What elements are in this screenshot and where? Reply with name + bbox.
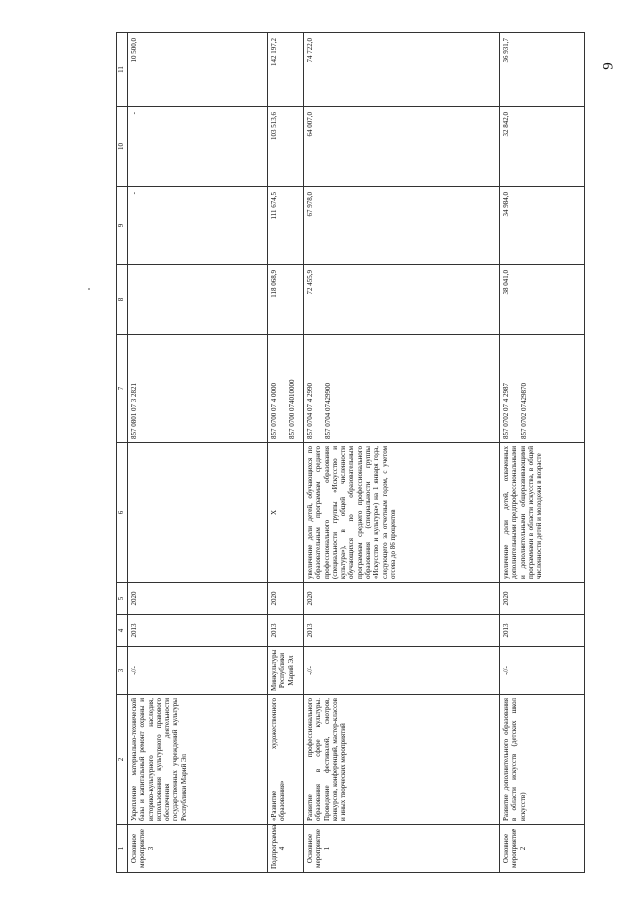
end-year-cell: 2020 <box>268 583 304 615</box>
table-row <box>128 33 268 873</box>
budget-code: 857 0700 074010000 <box>288 379 297 439</box>
header-cell: 9 <box>117 187 128 265</box>
end-year-cell: 2020 <box>304 583 500 615</box>
start-year-cell: 2013 <box>304 615 500 647</box>
page-number: 9 <box>600 62 617 70</box>
amount-cell: - <box>128 107 268 187</box>
budget-code-cell <box>268 335 304 443</box>
amount-cell: 103 513,6 <box>268 107 304 187</box>
budget-table-rotated <box>116 33 599 873</box>
executor-cell: -//- <box>128 647 268 695</box>
budget-code-cell <box>128 335 268 443</box>
row-title-cell: Развитие профессионального образования в сфере культуры. Проведение фестивалей, смотров, конкурсов, конференций, мастер-классов и иных творческих мероприятий <box>304 695 500 825</box>
table-header-row <box>117 33 128 873</box>
amount-cell: 118 068,9 <box>268 265 304 335</box>
start-year-cell: 2013 <box>268 615 304 647</box>
end-year-cell: 2020 <box>500 583 585 615</box>
table-row <box>500 33 585 873</box>
table-row <box>268 33 304 873</box>
row-title-cell: Укрепление материально-технической базы и капитальный ремонт охраны и историко-культурного наследия, использования культурного правового обеспечения деятельности государственных учреждений культуры Республики Марий Эл <box>128 695 268 825</box>
amount-cell: 38 041,0 <box>500 265 585 335</box>
header-cell: 4 <box>117 615 128 647</box>
header-cell: 7 <box>117 335 128 443</box>
amount-cell: 67 978,0 <box>304 187 500 265</box>
row-type-cell: Основное мероприятие 2 <box>500 825 585 873</box>
header-cell: 6 <box>117 443 128 583</box>
start-year-cell: 2013 <box>128 615 268 647</box>
amount-cell: - <box>128 187 268 265</box>
amount-cell: 10 500,0 <box>128 33 268 107</box>
header-cell: 5 <box>117 583 128 615</box>
expected-result-cell: X <box>268 443 304 583</box>
amount-cell: 142 197,2 <box>268 33 304 107</box>
budget-code-cell <box>304 335 500 443</box>
row-title-cell: «Развитие художественного образования» <box>268 695 304 825</box>
budget-code: 857 0702 07429870 <box>520 383 529 439</box>
expected-result-cell: увеличение доли детей, обучающихся по образовательным программам среднего профессионального образования (специальности группы «Искусство и культура»), в общей численности обучающихся по образовательным программам среднего профессионального образования (специальности группы «Искусство и культура») на 1 января года, следующего за отчетным годом, с учетом отсева до 86 процентов <box>304 443 500 583</box>
executor-cell: -//- <box>500 647 585 695</box>
executor-cell: -//- <box>304 647 500 695</box>
amount-cell <box>128 265 268 335</box>
amount-cell: 111 674,5 <box>268 187 304 265</box>
header-cell: 2 <box>117 695 128 825</box>
header-cell: 10 <box>117 107 128 187</box>
row-type-cell: Основное мероприятие 1 <box>304 825 500 873</box>
budget-code: 857 0801 07 3 2821 <box>130 383 138 439</box>
amount-cell: 32 842,0 <box>500 107 585 187</box>
amount-cell: 36 931,7 <box>500 33 585 107</box>
budget-code: 857 0702 07 4 2987 <box>502 383 510 439</box>
amount-cell: 74 722,0 <box>304 33 500 107</box>
table-row <box>304 33 500 873</box>
header-cell: 8 <box>117 265 128 335</box>
expected-result-cell <box>128 443 268 583</box>
budget-code-cell <box>500 335 585 443</box>
budget-code: 857 0704 07 4 2990 <box>306 383 314 439</box>
amount-cell: 34 984,0 <box>500 187 585 265</box>
end-year-cell: 2020 <box>128 583 268 615</box>
header-cell: 1 <box>117 825 128 873</box>
header-cell: 3 <box>117 647 128 695</box>
scan-speck <box>88 288 90 290</box>
header-cell: 11 <box>117 33 128 107</box>
budget-table <box>116 32 585 873</box>
expected-result-cell: увеличение доли детей, охваченных дополнительными предпрофессиональными и дополнительными общеразвивающими программами в области искусства, в общей численности детей и молодежи в возрасте <box>500 443 585 583</box>
amount-cell: 72 455,9 <box>304 265 500 335</box>
budget-code: 857 0700 07 4 0000 <box>270 383 278 439</box>
row-type-cell: Подпрограмма 4 <box>268 825 304 873</box>
executor-cell: Минкультуры Республики Марий Эл <box>268 647 304 695</box>
row-type-cell: Основное мероприятие 3 <box>128 825 268 873</box>
row-title-cell: Развитие дополнительного образования в области искусств (детских школ искусств) <box>500 695 585 825</box>
budget-code: 857 0704 07429900 <box>324 383 333 439</box>
amount-cell: 64 007,0 <box>304 107 500 187</box>
start-year-cell: 2013 <box>500 615 585 647</box>
